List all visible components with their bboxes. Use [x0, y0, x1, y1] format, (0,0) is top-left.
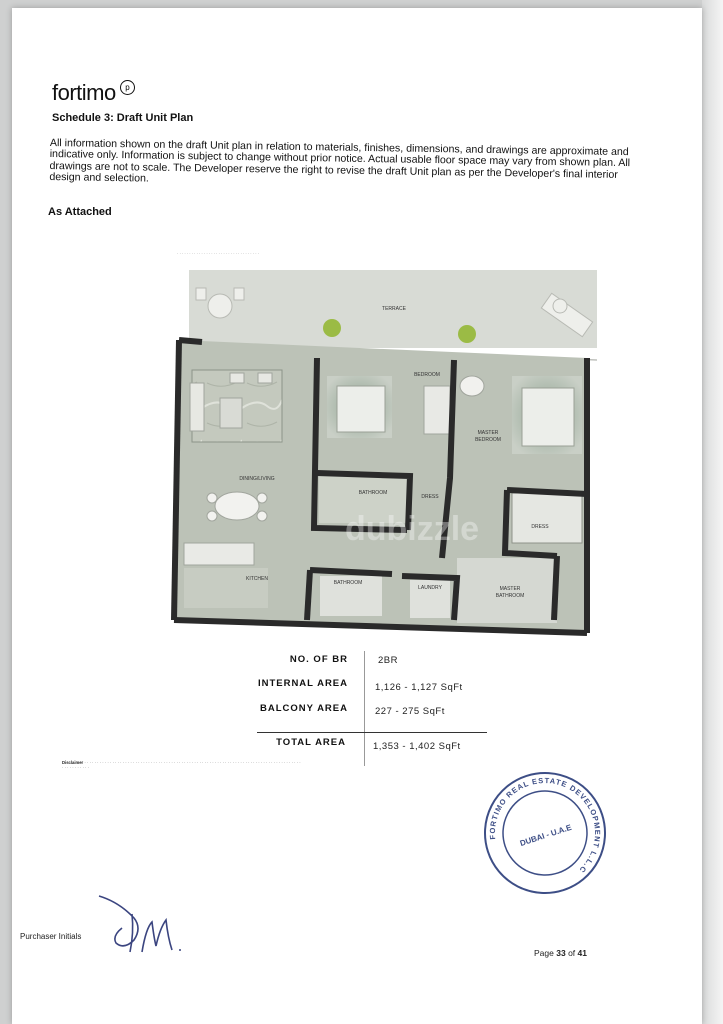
table-label-br: NO. OF BR — [289, 654, 348, 665]
dress-1-label: DRESS — [421, 494, 439, 500]
watermark: dubizzle — [344, 510, 480, 548]
floor-plan — [162, 258, 597, 643]
coffee-table — [220, 398, 242, 428]
kitchen-counter — [184, 543, 254, 565]
disclaimer-label: Disclaimer — [62, 760, 84, 765]
brand-logo: fortimo — [52, 80, 116, 105]
table-value-balcony: 227 - 275 SqFt — [375, 706, 445, 717]
laundry-label: LAUNDRY — [418, 585, 442, 591]
table-value-internal: 1,126 - 1,127 SqFt — [375, 682, 463, 693]
bedroom-label: BEDROOM — [414, 372, 440, 378]
table-label-balcony: BALCONY AREA — [259, 703, 348, 714]
kitchen-label: KITCHEN — [246, 576, 268, 582]
master-bathroom-label-2: BATHROOM — [495, 593, 525, 599]
document-page — [12, 8, 702, 1024]
schedule-title: Schedule 3: Draft Unit Plan — [52, 112, 194, 124]
intro-paragraph: All information shown on the draft Unit plan in relation to materials, finishes, dimensions, and drawings are approximate and indicative only. Information is subject to change without prior notice. Actual usable floor space may vary from shown plan. All drawings are not to scale. The Developer reserve the right to revise the draft Unit plan as per the Developer's final interior design and selection. — [49, 137, 631, 185]
table-divider — [364, 651, 365, 766]
master-bedroom-label-2: BEDROOM — [475, 437, 501, 443]
stamp-outer-text: FORTIMO REAL ESTATE DEVELOPMENT L.L.C — [487, 775, 603, 876]
terrace-table-left — [208, 294, 232, 318]
plan-caption: · · · · · · · · · · · · · · · · · · · · · · · · · · · · · · · · · · — [177, 251, 259, 256]
plant-right — [458, 325, 476, 343]
page-current: 33 — [556, 948, 566, 958]
stamp-city: DUBAI - U.A.E — [518, 822, 573, 848]
page-of: of — [568, 948, 576, 958]
terrace-label: TERRACE — [382, 306, 406, 312]
page-prefix: Page — [534, 948, 554, 958]
bathroom-1-label: BATHROOM — [358, 490, 388, 496]
table-value-total: 1,353 - 1,402 SqFt — [373, 741, 461, 752]
purchaser-initials-label: Purchaser Initials — [20, 932, 82, 941]
master-bathroom-label-1: MASTER — [499, 586, 521, 592]
page-number — [534, 948, 587, 958]
dress-2-label: DRESS — [531, 524, 549, 530]
plant-left — [323, 319, 341, 337]
as-attached-label: As Attached — [48, 206, 112, 218]
company-stamp — [480, 768, 610, 898]
page-edge-shadow — [702, 0, 723, 1024]
bathroom-2-label: BATHROOM — [333, 580, 363, 586]
brand-logo-mark: p — [120, 80, 135, 95]
page-total: 41 — [577, 948, 588, 958]
table-total-rule — [257, 732, 487, 733]
dress-2 — [512, 493, 582, 543]
table-label-total: TOTAL AREA — [276, 737, 346, 748]
master-bedroom-label-1: MASTER — [477, 430, 499, 436]
disclaimer — [62, 760, 302, 770]
purchaser-signature — [94, 888, 204, 963]
table-value-br: 2BR — [378, 655, 398, 666]
dining-table — [215, 492, 259, 520]
disclaimer-fine-print: · · · · · · · · · · · · · · · · · · · · · · · · · · · · · · · · · · · · · · · · · · · · · · · · · · · · · · · · · · · · · · · · · · · · · · · · · · · · · · · · · · · · · · · · · · · · · · · · — [62, 760, 301, 770]
table-label-internal: INTERNAL AREA — [257, 678, 348, 689]
sofa — [190, 383, 204, 431]
dining-living-label: DINING/LIVING — [239, 476, 275, 482]
